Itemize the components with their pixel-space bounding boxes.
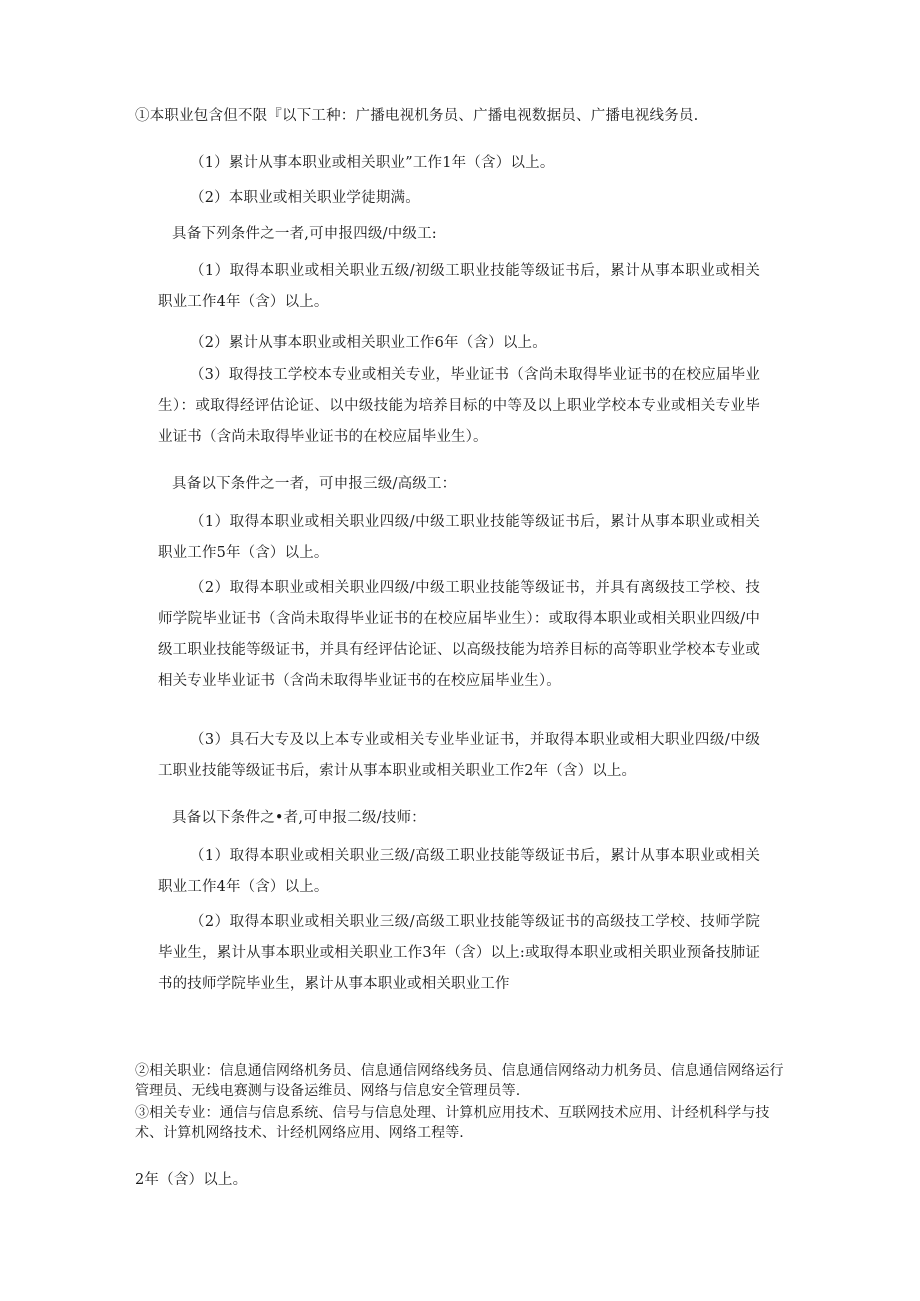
level4-item-3: （3）取得技工学校本专业或相关专业，毕业证书（含尚未取得毕业证书的在校应届毕业生）：或取得经评估论证、以中级技能为培养目标的中等及以上职业学校本专业或相关专业毕业证书（含尚未取得毕业证书的在校应届毕业生）。 xyxy=(158,367,760,445)
level2-item-1: （1）取得本职业或相关职业三级/高级工职业技能等级证书后，累计从事本职业或相关职业工作4年（含）以上。 xyxy=(158,848,760,895)
level2-heading: 具备以下条件之•者,可申报二级/技师： xyxy=(172,810,426,826)
level5-item-1: （1）累计从事本职业或相关职业”工作1年（含）以上。 xyxy=(190,155,555,171)
level4-item-1: （1）取得本职业或相关职业五级/初级工职业技能等级证书后，累计从事本职业或相关职业工作4年（含）以上。 xyxy=(158,263,760,310)
level5-item-2: （2）本职业或相关职业学徒期满。 xyxy=(190,190,420,206)
trailing-text: 2年（含）以上。 xyxy=(135,1172,248,1188)
level3-item-2: （2）取得本职业或相关职业四级/中级工职业技能等级证书，并具有离级技工学校、技师学院毕业证书（含尚未取得毕业证书的在校应届毕业生）：或取得本职业或相关职业四级/中级工职业技能等级证书，并具有经评估论证、以高级技能为培养目标的高等职业学校本专业或相关专业毕业证书（含尚未取得毕业证书的在校应届毕业生）。 xyxy=(158,580,760,689)
level3-heading: 具备以下条件之一者，可申报三级/高级工： xyxy=(172,476,457,492)
footnote-related-majors: ③相关专业：通信与信息系统、信号与信息处理、计算机应用技术、互联网技术应用、计经机科学与技术、计算机网络技术、计经机网络应用、网络工程等. xyxy=(135,1105,770,1141)
footnote-related-occupations: ②相关职业：信息通信网络机务员、信息通信网络线务员、信息通信网络动力机务员、信息通信网络运行管理员、无线电赛测与设备运维员、网络与信息安全管理员等. xyxy=(135,1063,784,1099)
level2-item-2: （2）取得本职业或相关职业三级/高级工职业技能等级证书的高级技工学校、技师学院毕业生，累计从事本职业或相关职业工作3年（含）以上:或取得本职业或相关职业预备技肺证书的技师学院毕业生，累计从事本职业或相关职业工作 xyxy=(158,914,760,992)
level4-item-2: （2）累计从事本职业或相关职业工作6年（含）以上。 xyxy=(190,335,547,351)
level4-heading: 具备下列条件之一者,可申报四级/中级工: xyxy=(172,226,437,242)
intro-note: ①本职业包含但不限『以下工种：广播电视机务员、广播电视数据员、广播电视线务员. xyxy=(135,108,699,124)
level3-item-3: （3）具石大专及以上本专业或相关专业毕业证书，并取得本职业或相大职业四级/中级工职业技能等级证书后，索计从事本职业或相关职业工作2年（含）以上。 xyxy=(158,732,760,779)
level3-item-1: （1）取得本职业或相关职业四级/中级工职业技能等级证书后，累计从事本职业或相关职业工作5年（含）以上。 xyxy=(158,514,760,561)
